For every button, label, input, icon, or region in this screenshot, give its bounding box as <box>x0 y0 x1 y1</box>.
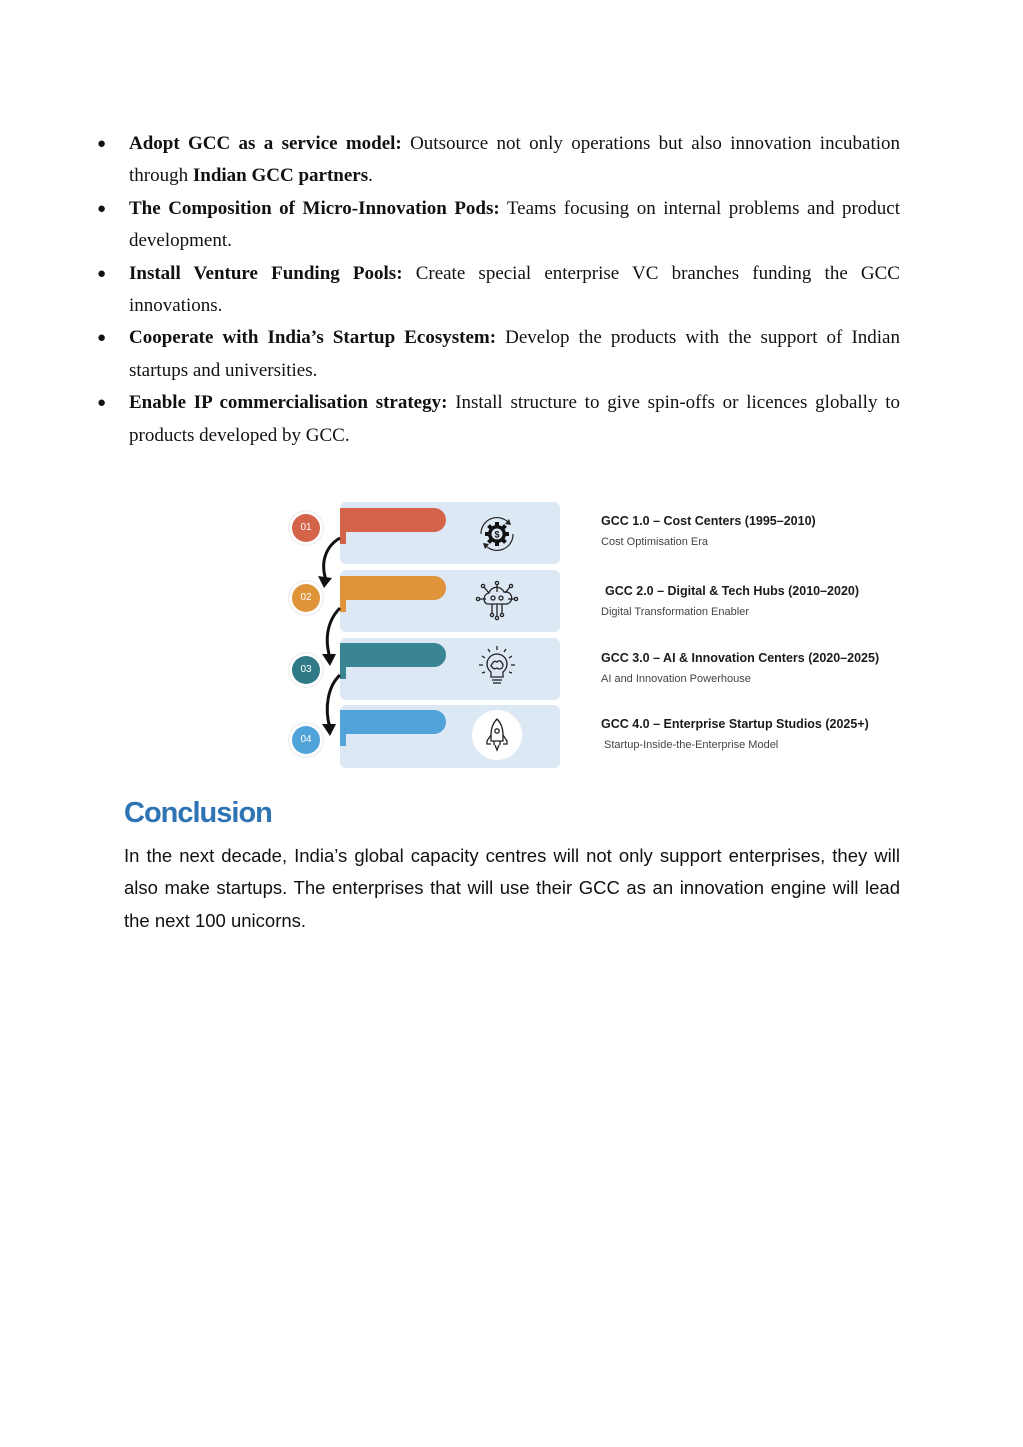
stage-number-badge-1: 01 <box>292 514 320 542</box>
conclusion-paragraph: In the next decade, India’s global capacity centres will not only support enterprises, they will also make startups. The enterprises that will use their GCC as an innovation engine will lead the next 100 unicorns. <box>124 845 900 931</box>
list-item <box>96 387 900 452</box>
section-heading-conclusion: Conclusion <box>124 797 272 829</box>
stage-label-2 <box>601 583 915 620</box>
item-text: Install structure to give spin-offs or licences globally to products developed by GCC. <box>129 392 900 446</box>
gear-dollar-cycle-icon <box>472 509 522 559</box>
recommendation-list <box>96 128 900 452</box>
bullet-icon: ● <box>97 265 107 282</box>
list-item <box>96 322 900 387</box>
stage-subtitle: Cost Optimisation Era <box>601 536 708 548</box>
item-text: Develop the products with the support of Indian startups and universities. <box>129 327 900 381</box>
lightbulb-brain-icon <box>472 642 522 692</box>
stage-title: GCC 4.0 – Enterprise Startup Studios (2025+) <box>601 717 869 731</box>
item-bold-inline: Indian GCC partners <box>192 165 369 187</box>
item-bold-lead: Cooperate with India’s Startup Ecosystem: <box>129 327 497 349</box>
item-bold-lead: Adopt GCC as a service model: <box>129 133 402 154</box>
list-item <box>96 128 900 193</box>
item-bold-lead: Install Venture Funding Pools: <box>129 262 403 284</box>
svg-text:$: $ <box>494 529 500 540</box>
stage-title: GCC 3.0 – AI & Innovation Centers (2020–2025) <box>601 651 880 665</box>
stage-label-3 <box>601 650 911 687</box>
stage-number-badge-2: 02 <box>292 584 320 612</box>
stage-title: GCC 2.0 – Digital & Tech Hubs (2010–2020) <box>605 584 860 598</box>
rocket-icon <box>472 710 522 760</box>
stage-label-1 <box>601 513 911 550</box>
bullet-icon: ● <box>97 136 107 152</box>
stage-subtitle: Digital Transformation Enabler <box>601 606 749 618</box>
bullet-icon: ● <box>97 330 107 347</box>
gcc-evolution-infographic <box>290 500 905 775</box>
bullet-icon: ● <box>97 200 107 217</box>
item-text-end: . <box>368 165 373 187</box>
item-text: Create special enterprise VC branches funding the GCC innovations. <box>129 262 900 317</box>
stage-label-4 <box>601 716 911 753</box>
stage-title: GCC 1.0 – Cost Centers (1995–2010) <box>601 514 816 528</box>
item-text: Teams focusing on internal problems and product development. <box>129 197 900 252</box>
item-text: Outsource not only operations but also innovation incubation through <box>129 133 900 187</box>
stage-subtitle: AI and Innovation Powerhouse <box>601 673 751 685</box>
list-item <box>96 258 900 323</box>
flow-arrows <box>290 500 360 775</box>
stage-number-badge-4: 04 <box>292 726 320 754</box>
list-item <box>96 193 900 258</box>
cloud-circuit-icon <box>472 576 522 626</box>
bullet-icon: ● <box>97 395 107 412</box>
item-bold-lead: Enable IP commercialisation strategy: <box>129 392 448 414</box>
stage-number-badge-3: 03 <box>292 656 320 684</box>
item-bold-lead: The Composition of Micro-Innovation Pods: <box>129 197 500 219</box>
stage-subtitle: Startup-Inside-the-Enterprise Model <box>604 739 779 751</box>
